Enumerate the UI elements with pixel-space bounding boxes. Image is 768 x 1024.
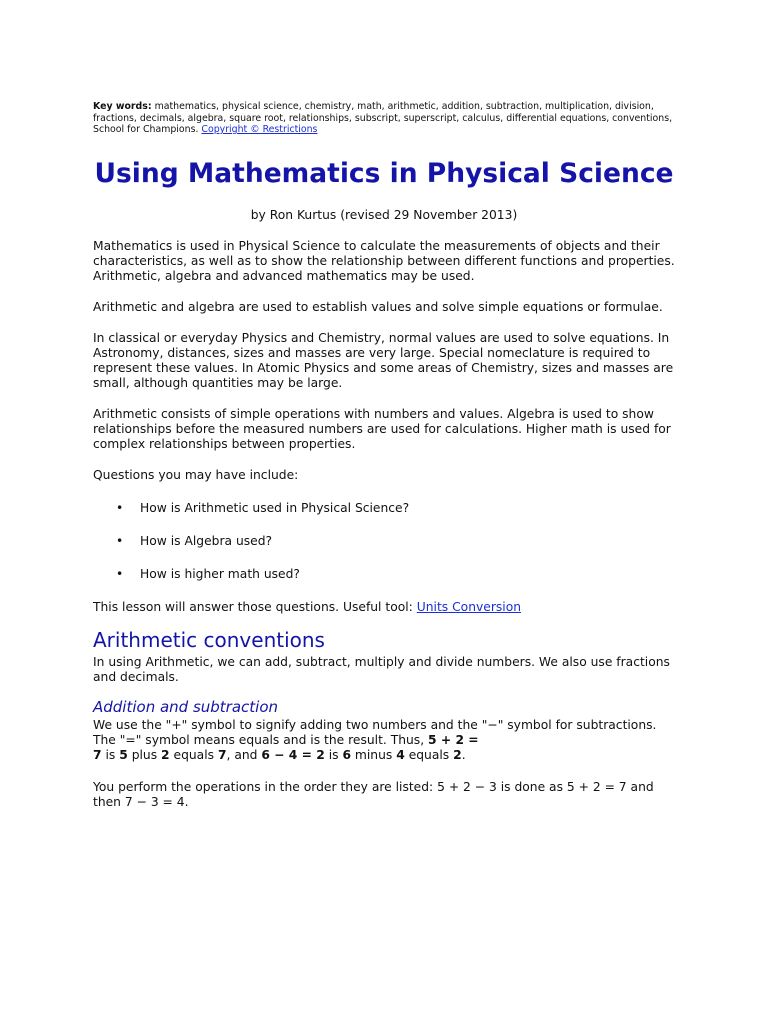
number-bold: 6 xyxy=(342,747,351,762)
copyright-link[interactable]: Copyright © Restrictions xyxy=(201,124,318,135)
addition-text: equals xyxy=(404,747,454,762)
arithmetic-consists-paragraph: Arithmetic consists of simple operations with numbers and values. Algebra is used to show relationships before the measured numbers are used for calculations. Higher math is used for complex relationships between properties. xyxy=(93,406,671,451)
number-bold: 2 xyxy=(453,747,462,762)
addition-text: equals xyxy=(169,747,218,762)
list-item xyxy=(93,534,675,549)
question-text: How is higher math used? xyxy=(140,566,300,581)
question-text: How is Arithmetic used in Physical Science? xyxy=(140,500,410,515)
addition-text: minus xyxy=(351,747,397,762)
list-item xyxy=(93,567,675,582)
number-bold: 2 xyxy=(161,747,170,762)
number-bold: 7 xyxy=(217,747,227,762)
addition-text: . xyxy=(461,747,466,762)
addition-text: is xyxy=(324,747,343,762)
addition-text: is xyxy=(101,747,120,762)
question-text: How is Algebra used? xyxy=(140,533,273,548)
equation-bold: 5 + 2 = xyxy=(428,732,479,747)
lesson-text: This lesson will answer those questions. Useful tool: xyxy=(93,599,417,614)
bullet-icon: • xyxy=(116,533,124,548)
list-item xyxy=(93,501,675,516)
number-bold: 5 xyxy=(119,747,128,762)
keywords-line xyxy=(93,101,675,136)
bullet-icon: • xyxy=(116,500,124,515)
addition-text: plus xyxy=(127,747,162,762)
questions-list xyxy=(93,501,675,582)
number-bold: 4 xyxy=(396,747,405,762)
addition-paragraph xyxy=(93,718,675,763)
addition-text: , and xyxy=(226,747,262,762)
keywords-text: mathematics, physical science, chemistry, math, arithmetic, addition, subtraction, multiplication, division, fractions, decimals, algebra, square root, relationships, subscript, superscript, calculus, differential equations, conventions, School for Champions. xyxy=(93,101,673,135)
addition-text: We use the "+" symbol to signify adding two numbers and the "−" symbol for subtractions. The "=" symbol means equals and is the result. Thus, xyxy=(93,717,657,747)
keywords-label: Key words: xyxy=(93,101,152,112)
order-of-operations-paragraph: You perform the operations in the order they are listed: 5 + 2 − 3 is done as 5 + 2 = 7 and then 7 − 3 = 4. xyxy=(93,779,654,809)
units-conversion-link[interactable]: Units Conversion xyxy=(416,599,522,614)
page-title: Using Mathematics in Physical Science xyxy=(94,157,674,189)
equation-bold: 6 − 4 = 2 xyxy=(261,747,325,762)
document-page xyxy=(93,101,675,810)
questions-intro: Questions you may have include: xyxy=(93,467,299,482)
arithmetic-conventions-paragraph: In using Arithmetic, we can add, subtract, multiply and divide numbers. We also use fractions and decimals. xyxy=(93,654,670,684)
byline: by Ron Kurtus (revised 29 November 2013) xyxy=(250,207,518,222)
subsection-heading-addition: Addition and subtraction xyxy=(93,697,279,716)
section-heading-arithmetic-conventions: Arithmetic conventions xyxy=(93,627,325,652)
lesson-paragraph xyxy=(93,600,675,615)
bullet-icon: • xyxy=(116,566,124,581)
intro-paragraph: Mathematics is used in Physical Science to calculate the measurements of objects and their characteristics, as well as to show the relationship between different functions and properties. Arithmetic, algebra and advanced mathematics may be used. xyxy=(93,238,675,283)
classical-physics-paragraph: In classical or everyday Physics and Chemistry, normal values are used to solve equations. In Astronomy, distances, sizes and masses are very large. Special nomeclature is required to represent these values. In Atomic Physics and some areas of Chemistry, sizes and masses are small, although quantities may be large. xyxy=(93,330,674,390)
arithmetic-algebra-paragraph: Arithmetic and algebra are used to establish values and solve simple equations or formulae. xyxy=(93,299,663,314)
equation-bold: 7 xyxy=(93,747,102,762)
